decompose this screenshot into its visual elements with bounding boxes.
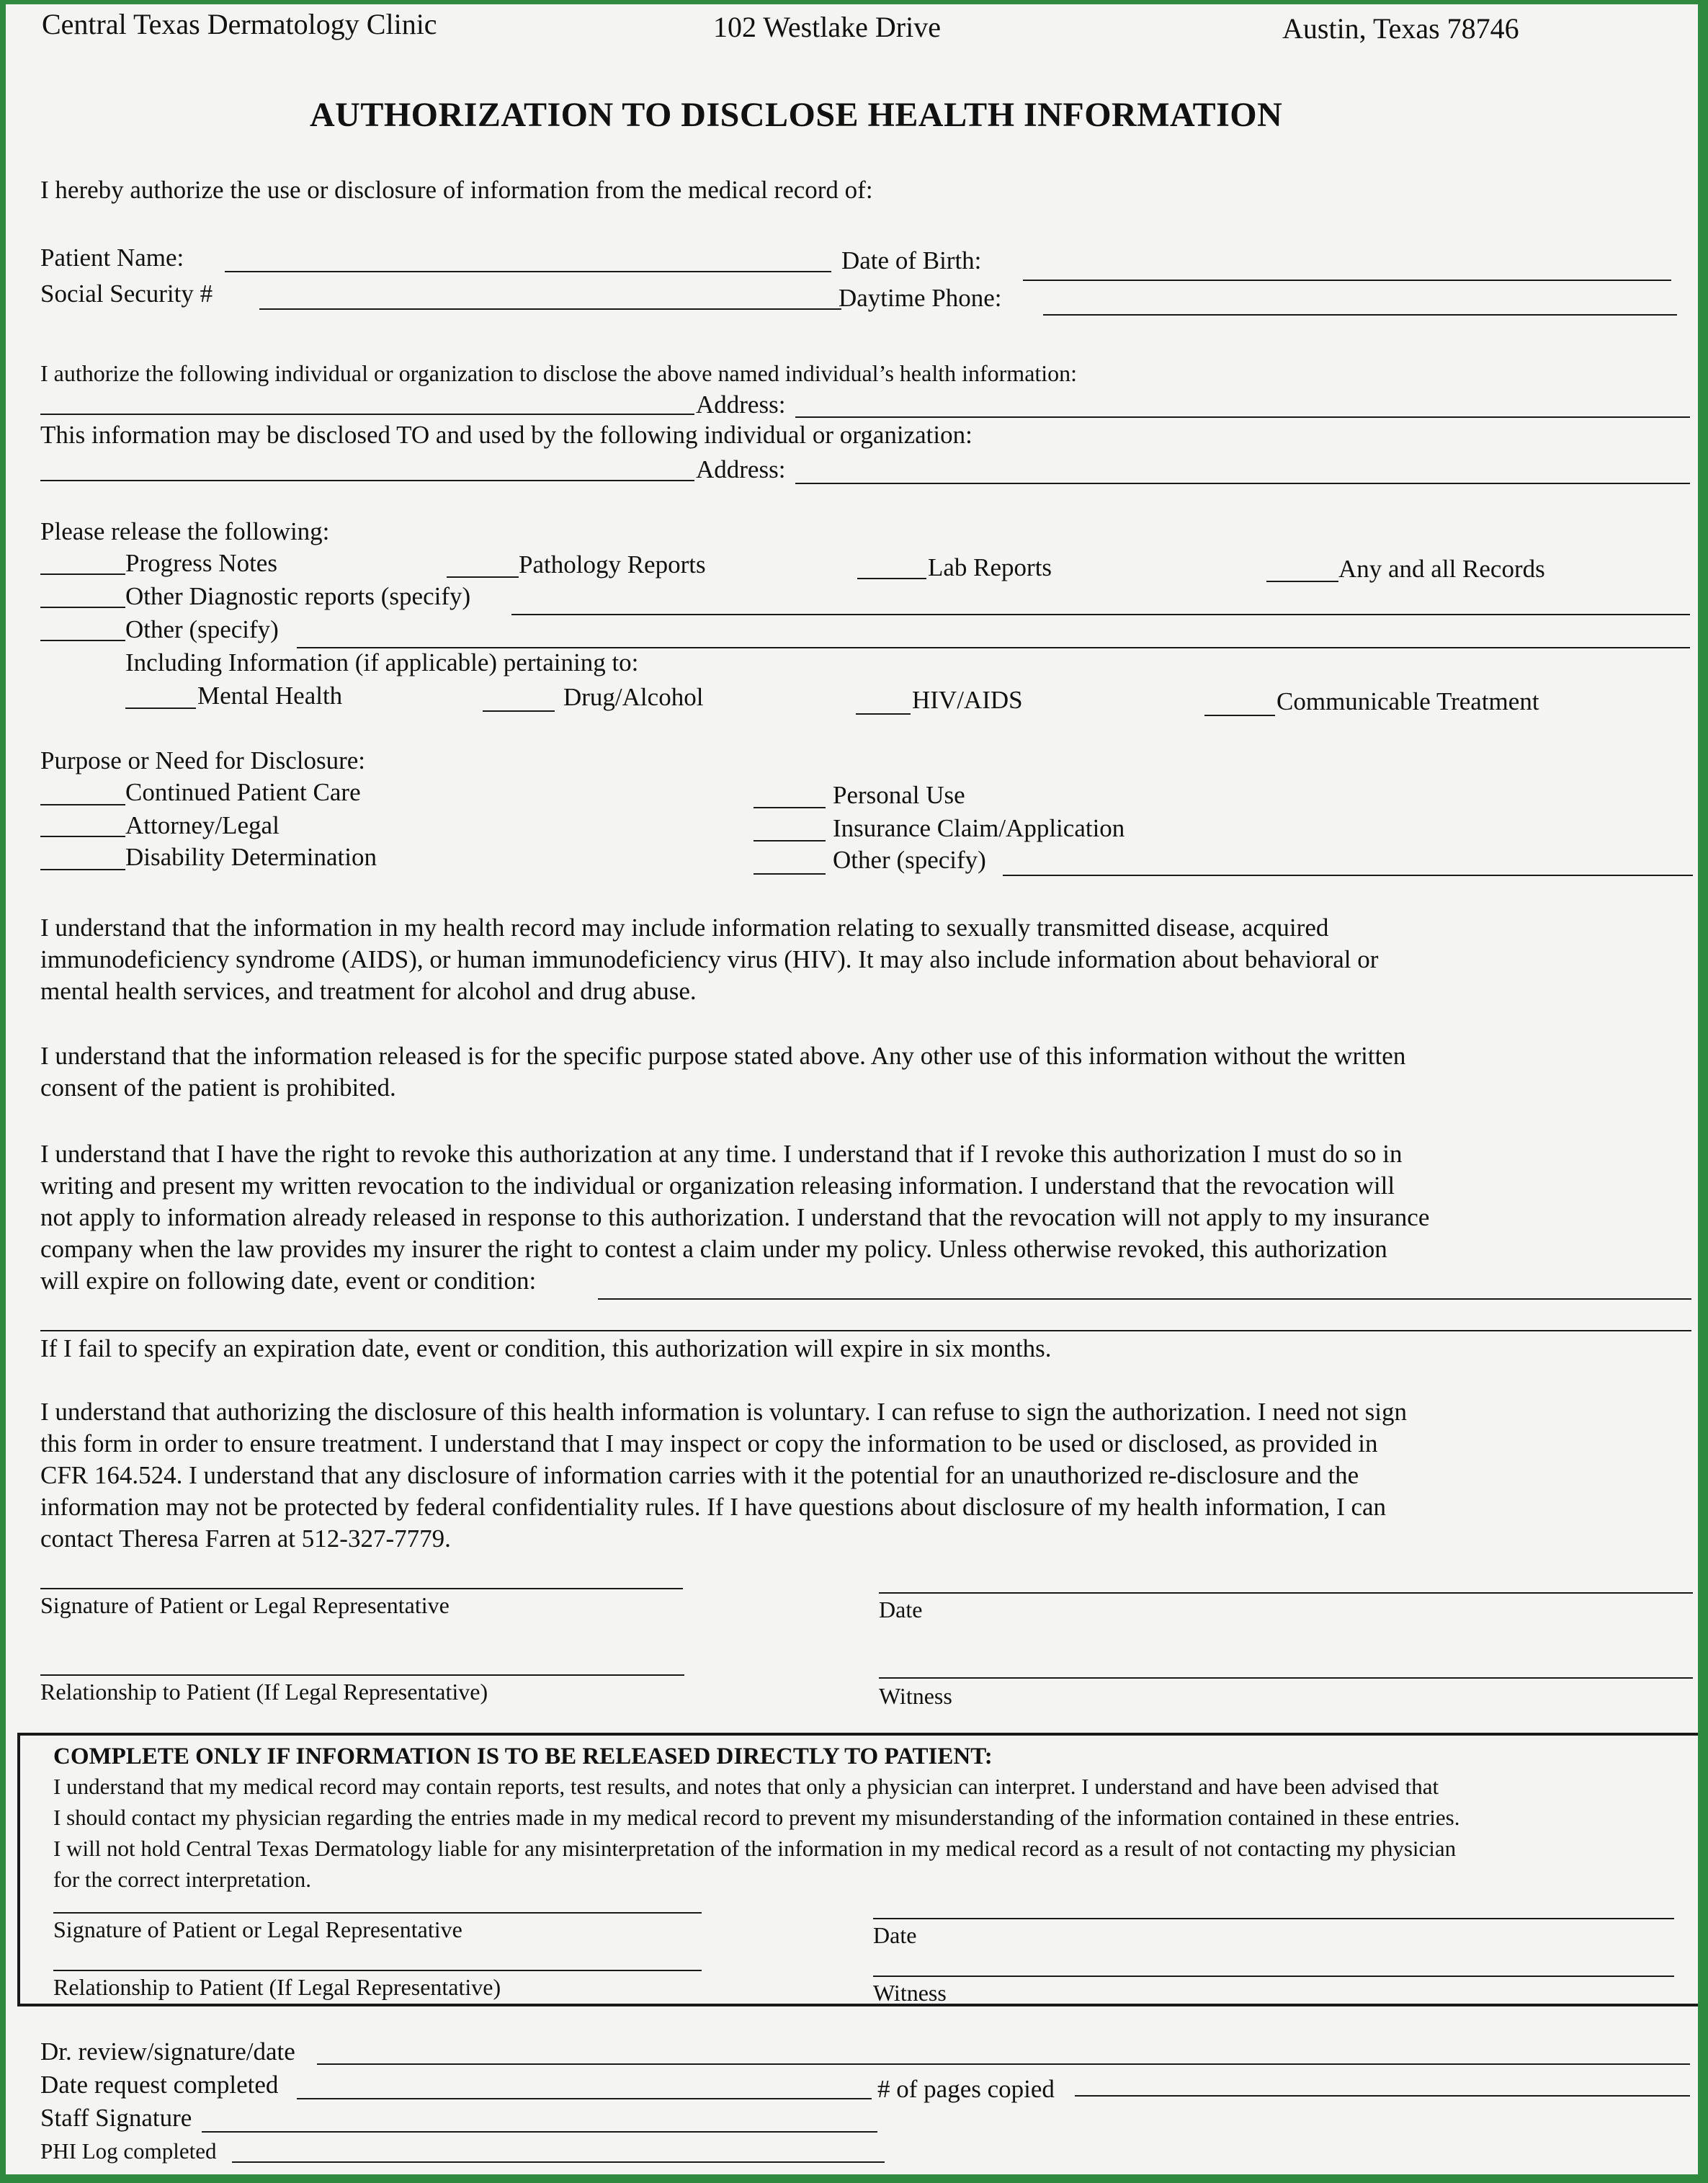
other-specify-checkline[interactable] — [40, 640, 125, 641]
personal-use-checkline[interactable] — [754, 807, 826, 808]
pages-copied-field[interactable] — [1075, 2095, 1690, 2097]
paragraph-line: I understand that authorizing the disclosure of this health information is voluntary. I can refuse to sign the authorization. I need not sign — [40, 1398, 1407, 1426]
mental-health-checkline[interactable] — [125, 707, 196, 709]
paragraph-line: immunodeficiency syndrome (AIDS), or human immunodeficiency virus (HIV). It may also include information about behavioral or — [40, 945, 1379, 973]
clinic-street: 102 Westlake Drive — [713, 11, 941, 43]
drug-alcohol-checkline[interactable] — [483, 710, 555, 712]
paragraph-line: CFR 164.524. I understand that any disclosure of information carries with it the potential for an unauthorized re-disclosure and the — [40, 1461, 1359, 1489]
paragraph-line: I understand that the information in my health record may include information relating to sexually transmitted disease, acquired — [40, 914, 1329, 942]
box-relationship-field[interactable] — [53, 1970, 702, 1971]
lab-reports-checkline[interactable] — [857, 578, 926, 579]
attorney-checkline[interactable] — [40, 836, 125, 837]
communicable-label: Communicable Treatment — [1276, 687, 1539, 715]
purpose-other-label: Other (specify) — [833, 846, 986, 874]
signature-label: Signature of Patient or Legal Representative — [40, 1592, 450, 1618]
to-address-field[interactable] — [795, 483, 1690, 484]
dr-review-label: Dr. review/signature/date — [40, 2037, 295, 2066]
date-completed-field[interactable] — [297, 2098, 872, 2099]
paragraph-line: consent of the patient is prohibited. — [40, 1073, 396, 1102]
drug-alcohol-label: Drug/Alcohol — [563, 683, 704, 711]
disclose-to-text: This information may be disclosed TO and used by the following individual or organization: — [40, 421, 973, 449]
daytime-phone-label: Daytime Phone: — [839, 284, 1002, 312]
box-signature-label: Signature of Patient or Legal Representative — [53, 1916, 462, 1942]
progress-notes-label: Progress Notes — [125, 549, 277, 577]
authorization-form — [6, 4, 1698, 2174]
continued-care-checkline[interactable] — [40, 804, 125, 805]
insurance-checkline[interactable] — [754, 840, 826, 841]
expiration-field[interactable] — [598, 1298, 1691, 1300]
paragraph-line: I understand that the information released is for the specific purpose stated above. Any other use of this information without the written — [40, 1042, 1406, 1070]
pages-copied-label: # of pages copied — [877, 2075, 1055, 2103]
paragraph-line: not apply to information already released in response to this authorization. I understand that the revocation will not apply to my insurance — [40, 1203, 1430, 1231]
any-all-records-checkline[interactable] — [1266, 581, 1338, 582]
specific-purpose-paragraph — [40, 1040, 1405, 1104]
mental-health-label: Mental Health — [197, 682, 343, 710]
patient-name-field[interactable] — [225, 271, 831, 272]
pathology-reports-checkline[interactable] — [447, 576, 519, 578]
paragraph-line: I should contact my physician regarding the entries made in my medical record to prevent my misunderstanding of the information contained in these entries. — [53, 1805, 1460, 1830]
disclose-from-name-field[interactable] — [40, 414, 694, 415]
box-date-field[interactable] — [873, 1918, 1674, 1919]
revocation-paragraph — [40, 1138, 1429, 1297]
signature-field[interactable] — [40, 1588, 683, 1589]
attorney-label: Attorney/Legal — [125, 811, 280, 839]
release-heading: Please release the following: — [40, 517, 330, 545]
box-witness-field[interactable] — [873, 1976, 1674, 1977]
from-address-field[interactable] — [795, 416, 1690, 418]
paragraph-line: I understand that my medical record may contain reports, test results, and notes that only a physician can interpret. I understand and have been advised that — [53, 1774, 1439, 1799]
purpose-other-checkline[interactable] — [754, 873, 826, 875]
intro-text: I hereby authorize the use or disclosure of information from the medical record of: — [40, 176, 873, 204]
date-completed-label: Date request completed — [40, 2071, 279, 2099]
paragraph-line: company when the law provides my insurer the right to contest a claim under my policy. Unless otherwise revoked, this authorization — [40, 1235, 1387, 1263]
patient-release-heading: COMPLETE ONLY IF INFORMATION IS TO BE RELEASED DIRECTLY TO PATIENT: — [53, 1744, 993, 1769]
to-address-label: Address: — [696, 455, 786, 483]
hiv-aids-checkline[interactable] — [856, 713, 911, 715]
progress-notes-checkline[interactable] — [40, 573, 125, 575]
date-field[interactable] — [879, 1592, 1693, 1594]
clinic-name: Central Texas Dermatology Clinic — [42, 8, 437, 40]
phi-log-field[interactable] — [232, 2161, 885, 2163]
dob-field[interactable] — [1023, 280, 1671, 281]
box-witness-label: Witness — [873, 1980, 947, 2006]
disability-checkline[interactable] — [40, 869, 125, 870]
ssn-field[interactable] — [259, 308, 841, 310]
witness-label: Witness — [879, 1683, 952, 1709]
paragraph-line: for the correct interpretation. — [53, 1867, 312, 1892]
paragraph-line: contact Theresa Farren at 512-327-7779. — [40, 1524, 451, 1553]
hiv-aids-label: HIV/AIDS — [912, 686, 1023, 714]
box-relationship-label: Relationship to Patient (If Legal Representative) — [53, 1974, 501, 2000]
paragraph-line: this form in order to ensure treatment. I understand that I may inspect or copy the information to be used or disclosed, as provided in — [40, 1429, 1378, 1457]
expire-note: If I fail to specify an expiration date, event or condition, this authorization will expire in six months. — [40, 1334, 1052, 1362]
relationship-field[interactable] — [40, 1674, 684, 1676]
relationship-label: Relationship to Patient (If Legal Representative) — [40, 1679, 488, 1705]
paragraph-line: I understand that I have the right to revoke this authorization at any time. I understand that if I revoke this authorization I must do so in — [40, 1140, 1403, 1168]
form-title: AUTHORIZATION TO DISCLOSE HEALTH INFORMATION — [310, 96, 1283, 134]
paragraph-line: writing and present my written revocation to the individual or organization releasing information. I understand that the revocation will — [40, 1171, 1395, 1200]
personal-use-label: Personal Use — [833, 781, 965, 809]
purpose-other-field[interactable] — [1003, 875, 1693, 876]
other-diagnostic-checkline[interactable] — [40, 607, 125, 608]
paragraph-line: I will not hold Central Texas Dermatology liable for any misinterpretation of the information in my medical record as a result of not contacting my physician — [53, 1836, 1457, 1861]
paragraph-line: information may not be protected by federal confidentiality rules. If I have questions about disclosure of my health information, I can — [40, 1493, 1387, 1521]
insurance-label: Insurance Claim/Application — [833, 814, 1125, 842]
daytime-phone-field[interactable] — [1043, 314, 1677, 316]
disclose-from-text: I authorize the following individual or organization to disclose the above named individual’s health information: — [40, 360, 1078, 386]
communicable-checkline[interactable] — [1204, 715, 1275, 716]
other-specify-label: Other (specify) — [125, 615, 279, 643]
other-diagnostic-label: Other Diagnostic reports (specify) — [125, 582, 471, 610]
date-label: Date — [879, 1597, 923, 1622]
ssn-label: Social Security # — [40, 280, 213, 308]
box-date-label: Date — [873, 1922, 917, 1948]
purpose-heading: Purpose or Need for Disclosure: — [40, 746, 366, 774]
from-address-label: Address: — [696, 390, 786, 419]
sensitive-info-paragraph — [40, 912, 1378, 1007]
patient-name-label: Patient Name: — [40, 244, 184, 272]
voluntary-paragraph — [40, 1396, 1407, 1555]
pathology-reports-label: Pathology Reports — [519, 550, 706, 579]
witness-field[interactable] — [879, 1677, 1693, 1679]
disclose-to-name-field[interactable] — [40, 480, 694, 481]
any-all-records-label: Any and all Records — [1338, 555, 1545, 583]
box-signature-field[interactable] — [53, 1912, 702, 1914]
including-text: Including Information (if applicable) pertaining to: — [125, 648, 639, 677]
other-diagnostic-field[interactable] — [511, 614, 1690, 615]
dr-review-field[interactable] — [317, 2063, 1690, 2065]
paragraph-line: mental health services, and treatment for alcohol and drug abuse. — [40, 977, 697, 1005]
disability-label: Disability Determination — [125, 843, 377, 871]
patient-release-paragraph — [53, 1771, 1459, 1895]
staff-signature-label: Staff Signature — [40, 2104, 192, 2132]
continued-care-label: Continued Patient Care — [125, 778, 361, 806]
paragraph-line: will expire on following date, event or condition: — [40, 1267, 537, 1295]
clinic-city: Austin, Texas 78746 — [1282, 12, 1519, 45]
lab-reports-label: Lab Reports — [928, 553, 1052, 581]
expiration-field-line-2[interactable] — [40, 1330, 1691, 1331]
phi-log-label: PHI Log completed — [40, 2138, 217, 2164]
dob-label: Date of Birth: — [841, 246, 982, 274]
staff-signature-field[interactable] — [202, 2131, 877, 2133]
